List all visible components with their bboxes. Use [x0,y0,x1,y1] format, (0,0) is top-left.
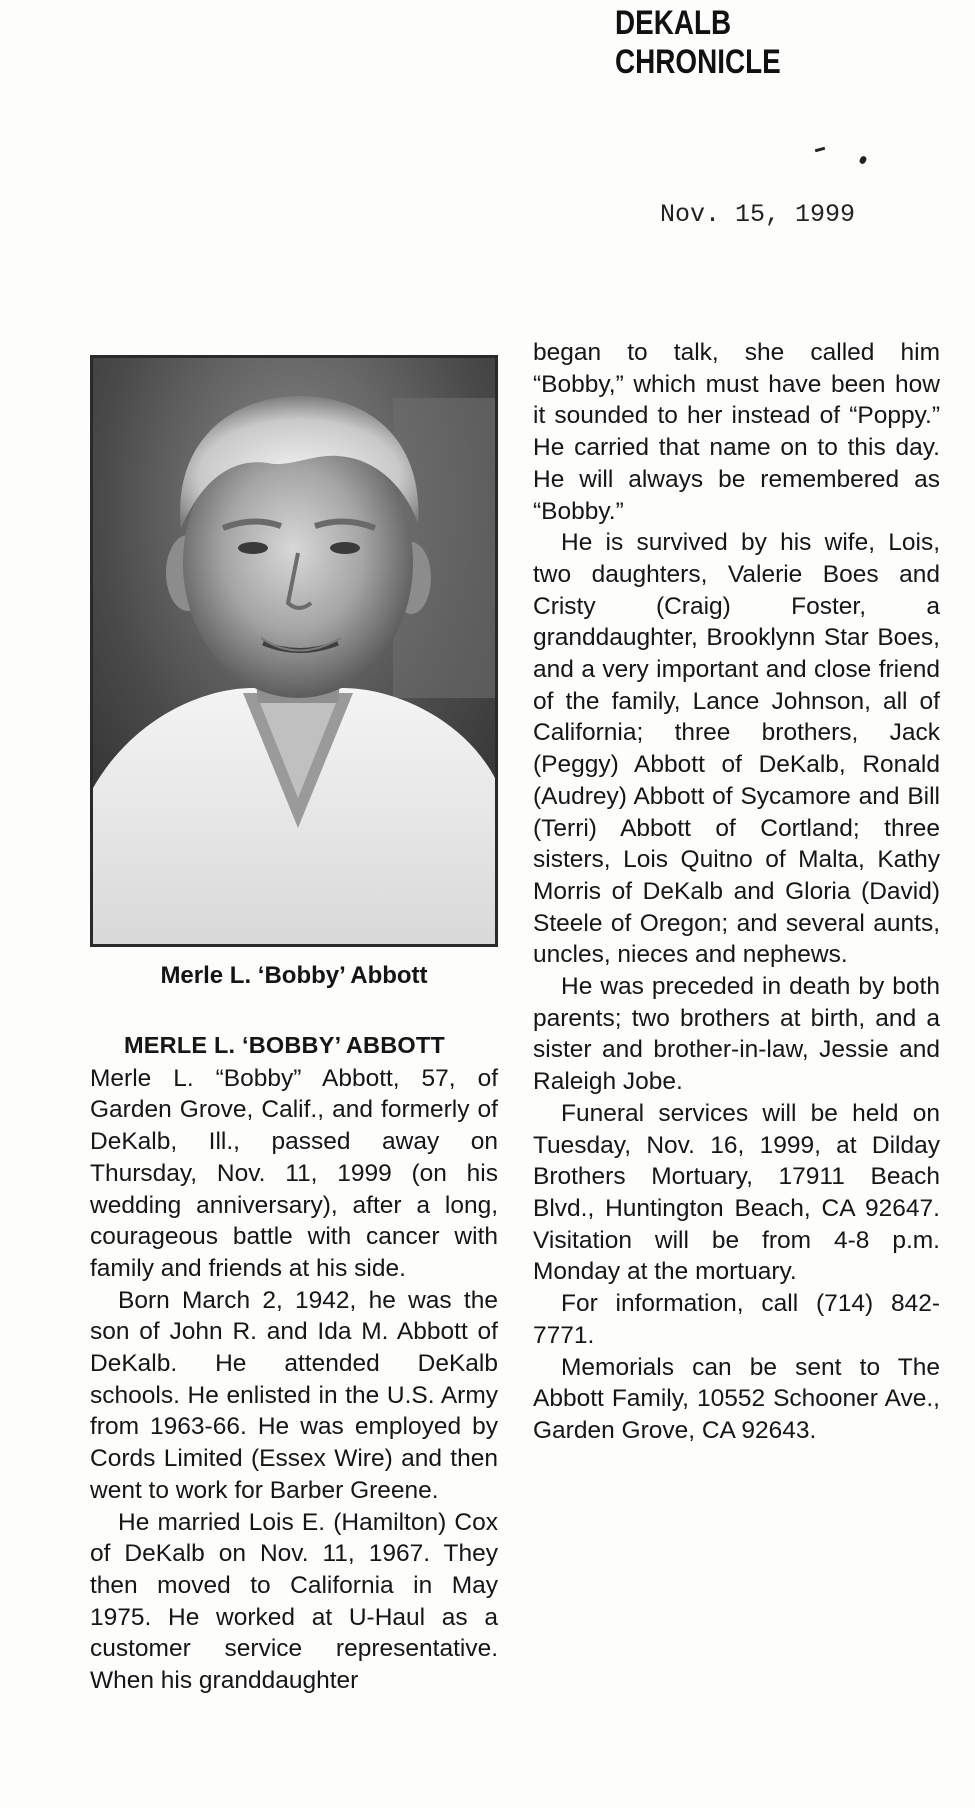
publication-masthead: DEKALB CHRONICLE [615,4,781,81]
obituary-paragraph: Memorials can be sent to The Abbott Family, 10552 Schooner Ave., Garden Grove, CA 92643. [533,1353,940,1444]
obituary-column-left [90,1030,498,1697]
obituary-paragraph: began to talk, she called him “Bobby,” which must have been how it sounded to her instead of “Poppy.” He carried that name on to this day. He will always be remembered as “Bobby.” [533,339,940,525]
ink-speck [858,155,867,165]
portrait-photo [90,355,498,947]
photo-caption: Merle L. ‘Bobby’ Abbott [160,962,428,989]
obituary-paragraph: He married Lois E. (Hamilton) Cox of DeKalb on Nov. 11, 1967. They then moved to California in May 1975. He worked at U-Haul as a customer service representative. When his granddaughter [90,1508,498,1695]
clipping-date: Nov. 15, 1999 [660,200,856,229]
obituary-paragraph: He was preceded in death by both parents; two brothers at birth, and a sister and brother-in-law, Jessie and Raleigh Jobe. [533,973,940,1096]
obituary-paragraph: He is survived by his wife, Lois, two daughters, Valerie Boes and Cristy (Craig) Foster, a granddaughter, Brooklynn Star Boes, and a very important and close friend of the family, Lance Johnson, all of California; three brothers, Jack (Peggy) Abbott of DeKalb, Ronald (Audrey) Abbott of Sycamore and Bill (Terri) Abbott of Cortland; three sisters, Lois Quitno of Malta, Kathy Morris of DeKalb and Gloria (David) Steele of Oregon; and several aunts, uncles, nieces and nephews. [533,529,940,969]
obituary-column-right [533,337,940,1447]
portrait-photo-image [93,358,495,944]
obituary-headline: MERLE L. ‘BOBBY’ ABBOTT [124,1032,445,1058]
obituary-paragraph: Merle L. “Bobby” Abbott, 57, of Garden Grove, Calif., and formerly of DeKalb, Ill., passed away on Thursday, Nov. 11, 1999 (on his wedding anniversary), after a long, courageous battle with cancer with family and friends at his side. [90,1064,498,1282]
obituary-paragraph: For information, call (714) 842-7771. [533,1290,940,1349]
ink-speck [815,147,825,152]
obituary-paragraph: Funeral services will be held on Tuesday, Nov. 16, 1999, at Dilday Brothers Mortuary, 17911 Beach Blvd., Huntington Beach, CA 92647. Visitation will be from 4-8 p.m. Monday at the mortuary. [533,1099,940,1286]
obituary-paragraph: Born March 2, 1942, he was the son of John R. and Ida M. Abbott of DeKalb. He attended DeKalb schools. He enlisted in the U.S. Army from 1963-66. He was employed by Cords Limited (Essex Wire) and then went to work for Barber Greene. [90,1286,498,1504]
